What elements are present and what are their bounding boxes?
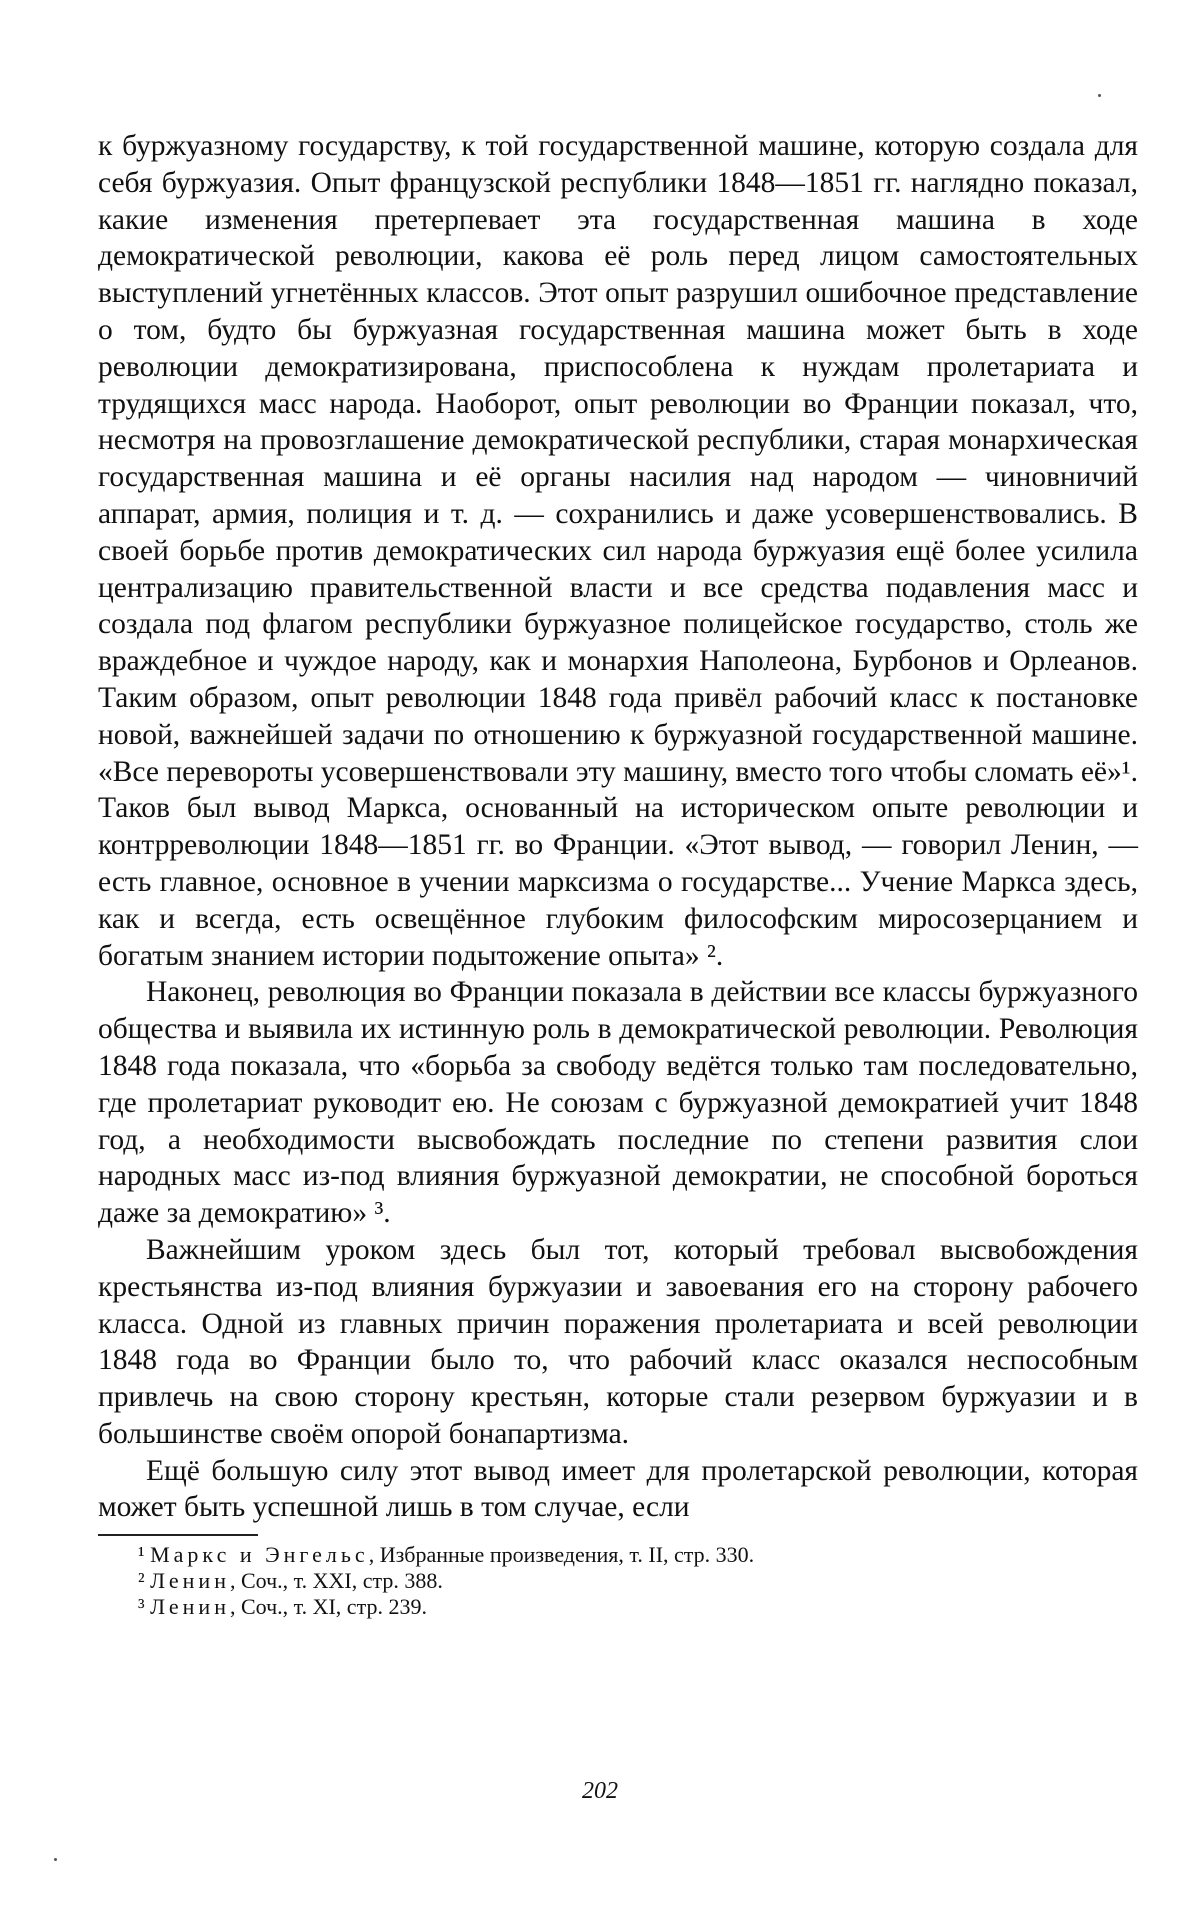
scan-speck — [54, 1858, 57, 1861]
paragraph-2: Наконец, революция во Франции показала в действии все классы буржуазного общества и выявила их истинную роль в демократической революции. Революция 1848 года показала, что «борьба за свободу ведётся только там последовательно, где пролетариат руководит ею. Не союзам с буржуазной демократией учит 1848 год, а необходимости высвобождать последние по степени развития слои народных масс из-под влияния буржуазной демократии, не способной бороться даже за демократию» ³. — [98, 976, 1138, 1230]
footnote-author: Маркс и Энгельс — [150, 1542, 369, 1568]
footnote-mark: ² — [138, 1568, 145, 1594]
scan-speck — [1098, 94, 1101, 97]
paragraph-4: Ещё большую силу этот вывод имеет для пролетарской революции, которая может быть успешной лишь в том случае, если — [98, 1454, 1138, 1524]
footnote-source: , Избранные произведения, т. II, стр. 330. — [368, 1542, 755, 1568]
paragraph-1: к буржуазному государству, к той государственной машине, которую создала для себя буржуазия. Опыт французской республики 1848—1851 гг. наглядно показал, какие изменения претерпевает эта государственная машина в ходе демократической революции, какова её роль перед лицом самостоятельных выступлений угнетённых классов. Этот опыт разрушил ошибочное представление о том, будто бы буржуазная государственная машина может быть в ходе революции демократизирована, приспособлена к нуждам пролетариата и трудящихся масс народа. Наоборот, опыт революции во Франции показал, что, несмотря на провозглашение демократической республики, старая монархическая государственная машина и её органы насилия над народом — чиновничий аппарат, армия, полиция и т. д. — сохранились и даже усовершенствовались. В своей борьбе против демократических сил народа буржуазия ещё более усилила централизацию правительственной власти и все средства подавления масс и создала под флагом республики буржуазное полицейское государство, столь же враждебное и чуждое народу, как и монархия Наполеона, Бурбонов и Орлеанов. Таким образом, опыт революции 1848 года привёл рабочий класс к постановке новой, важнейшей задачи по отношению к буржуазной государственной машине. «Все перевороты усовершенствовали эту машину, вместо того чтобы сломать её»¹. Таков был вывод Маркса, основанный на историческом опыте революции и контрреволюции 1848—1851 гг. во Франции. «Этот вывод, — говорил Ленин, — есть главное, основное в учении марксизма о государстве... Учение Маркса здесь, как и всегда, есть освещённое глубоким философским миросозерцанием и богатым знанием истории подытожение опыта» ². — [98, 130, 1138, 972]
footnote-source: , Соч., т. XXI, стр. 388. — [229, 1568, 443, 1594]
footnote-2 — [138, 1568, 1138, 1594]
footnote-author: Ленин — [150, 1568, 230, 1594]
footnote-source: , Соч., т. XI, стр. 239. — [229, 1594, 427, 1620]
footnote-author: Ленин — [150, 1594, 230, 1620]
paragraph-3: Важнейшим уроком здесь был тот, который требовал высвобождения крестьянства из-под влияния буржуазии и завоевания его на сторону рабочего класса. Одной из главных причин поражения пролетариата и всей революции 1848 года во Франции было то, что рабочий класс оказался неспособным привлечь на свою сторону крестьян, которые стали резервом буржуазии и в большинстве своём опорой бонапартизма. — [98, 1233, 1138, 1450]
footnote-1 — [138, 1542, 1138, 1568]
page-number: 202 — [582, 1778, 618, 1804]
footnote-mark: ¹ — [138, 1542, 145, 1568]
footnote-3 — [138, 1594, 1138, 1620]
page-body — [98, 128, 1138, 1620]
footnotes — [98, 1542, 1138, 1620]
footnote-divider — [98, 1534, 258, 1536]
footnote-mark: ³ — [138, 1594, 145, 1620]
